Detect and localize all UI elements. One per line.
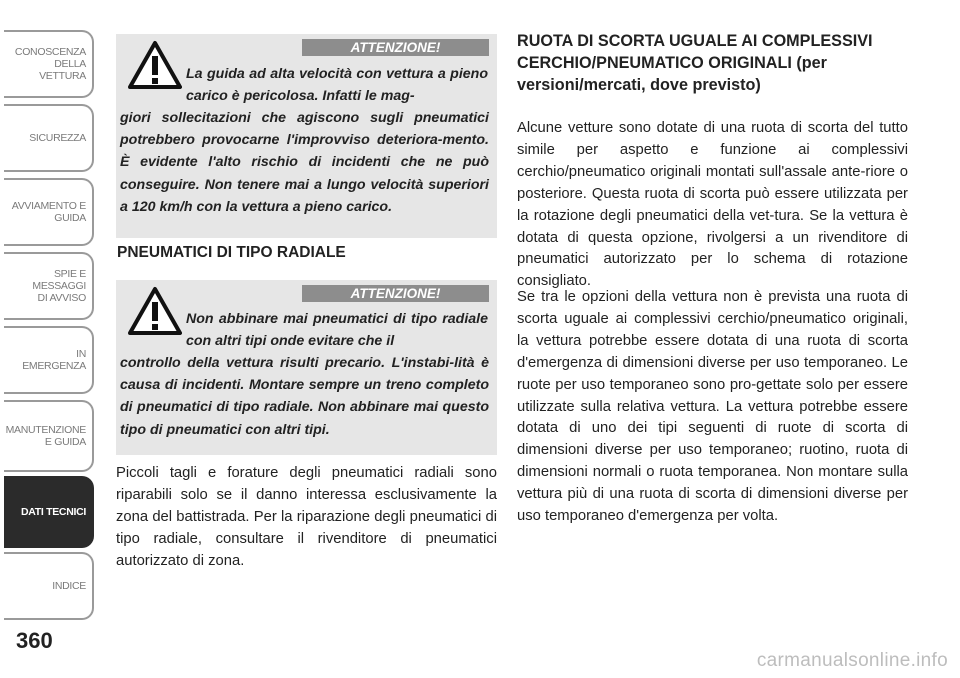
page-number: 360 [16, 628, 53, 653]
warning-text: controllo della vettura risulti precario. L'instabi-lità è causa di incidenti. Montare sempre un treno completo di pneumatici di tipo radiale. Non abbinare mai questo tipo di pneumatici con altri tipi. [120, 355, 489, 438]
warning-box-radial-tyres [116, 280, 497, 455]
tab-spie-e-messaggi[interactable]: SPIE E MESSAGGI DI AVVISO [4, 252, 94, 320]
warning-title: ATTENZIONE! [302, 285, 489, 302]
tab-manutenzione-e-guida[interactable]: MANUTENZIONE E GUIDA [4, 400, 94, 472]
paragraph-repair: Piccoli tagli e forature degli pneumatici radiali sono riparabili solo se il danno interessa esclusivamente la zona del battistrada. Per la riparazione degli pneumatici di tipo radiale, consultare il rivenditore di pneumatici autorizzato di zona. [116, 465, 497, 569]
section-heading-spare-wheel: RUOTA DI SCORTA UGUALE AI COMPLESSIVI CERCHIO/PNEUMATICO ORIGINALI (per versioni/mercati, dove previsto) [517, 32, 873, 94]
tab-conoscenza-della-vettura[interactable]: CONOSCENZA DELLA VETTURA [4, 30, 94, 98]
tab-in-emergenza[interactable]: IN EMERGENZA [4, 326, 94, 394]
warning-text: giori sollecitazioni che agiscono sugli pneumatici potrebbero provocarne l'improvviso deteriora-mento. È evidente l'alto rischio di incidenti che ne può conseguire. Non tenere mai a lungo velocità superiori a 120 km/h con la vettura a pieno carico. [120, 110, 489, 215]
tab-indice[interactable]: INDICE [4, 552, 94, 620]
section-heading-radial-tyres: PNEUMATICI DI TIPO RADIALE [117, 244, 346, 261]
warning-triangle-icon [128, 40, 182, 90]
watermark: carmanualsonline.info [756, 650, 948, 671]
paragraph-spare-2: Se tra le opzioni della vettura non è prevista una ruota di scorta uguale ai complessivi cerchio/pneumatico originali, la vettura potrebbe essere dotata di una ruota di scorta d'emergenza di dimensioni diverse per uso temporaneo. Le ruote per uso temporaneo sono pro-gettate solo per essere utilizzate sulla relativa vettura. La vettura potrebbe essere dotata di uno dei tipi seguenti di ruote di scorta di dimensioni diverse per uso temporaneo; ruotino, ruota di dimensioni normali o ruota temporanea. Non montare sulla vettura più di una ruota di scorta di dimensioni diverse per uso temporaneo d'emergenza per volta. [517, 289, 908, 525]
warning-text-lead: La guida ad alta velocità con vettura a pieno carico è pericolosa. Infatti le mag- [186, 66, 488, 105]
tab-dati-tecnici[interactable]: DATI TECNICI [4, 476, 94, 548]
tab-sicurezza[interactable]: SICUREZZA [4, 104, 94, 172]
tab-avviamento-e-guida[interactable]: AVVIAMENTO E GUIDA [4, 178, 94, 246]
warning-triangle-icon [128, 286, 182, 336]
warning-text-lead: Non abbinare mai pneumatici di tipo radiale con altri tipi onde evitare che il [186, 311, 488, 350]
paragraph-spare-1: Alcune vetture sono dotate di una ruota di scorta del tutto simile per aspetto e funzione ai complessivi cerchio/pneumatico originali montati sull'assale ante-riore o posteriore. Questa ruota di scorta può essere utilizzata per la rotazione degli pneumatici della vet-tura. Se la vettura è dotata di questa opzione, rivolgersi a un rivenditore di pneumatici autorizzato per lo schema di rotazione consigliato. [517, 120, 908, 290]
warning-title: ATTENZIONE! [302, 39, 489, 56]
warning-box-high-speed [116, 34, 497, 238]
